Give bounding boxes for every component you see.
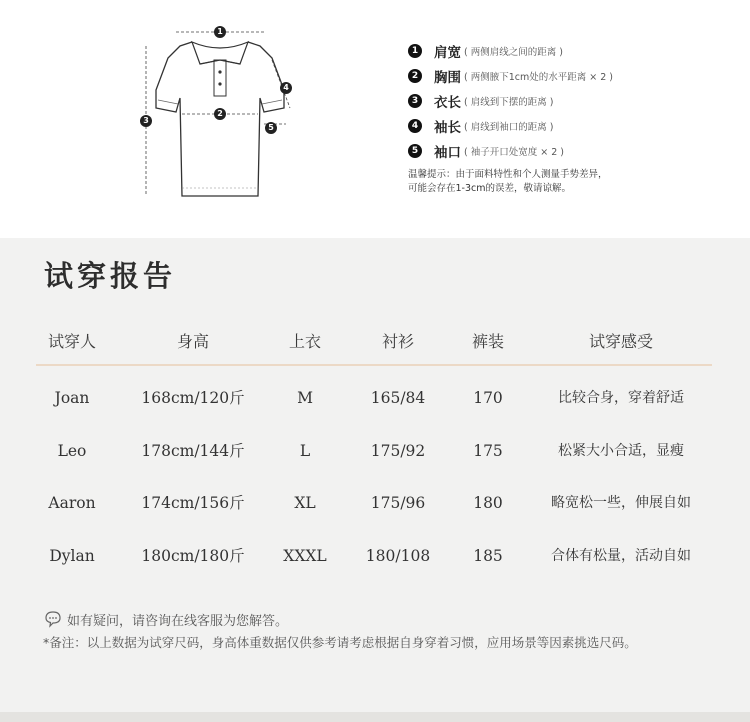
height-weight: 174cm/156斤 [141,494,245,512]
top-size: XL [294,494,316,512]
legend-desc: ( 两侧腋下1cm处的水平距离 × 2 ) [464,72,614,84]
header-cell: 身高 [176,332,209,351]
tester-name: Aaron [48,494,96,512]
fit-feedback: 比较合身，穿着舒适 [558,390,684,406]
legend-desc: ( 肩线到下摆的距离 ) [464,96,554,108]
legend-desc: ( 肩线到袖口的距离 ) [464,121,554,133]
marker-cuff: 5 [265,122,277,134]
legend-name: 袖口 [434,144,461,161]
pants-size: 175 [473,442,503,460]
pants-size: 180 [473,494,503,512]
legend-name: 袖长 [434,119,461,136]
shirt-size: 180/108 [365,547,431,565]
marker-sleeve: 4 [280,82,292,94]
height-weight: 180cm/180斤 [141,547,245,565]
legend-name: 肩宽 [434,45,461,62]
tester-name: Joan [54,389,90,407]
faq-line [43,609,288,629]
table-row [0,383,750,413]
tip-line: 可能会存在1-3cm的误差，敬请谅解。 [408,183,571,194]
legend-item [408,39,738,64]
legend-item [408,138,738,163]
top-size: L [299,442,311,460]
number-badge: 2 [408,69,422,83]
legend-item [408,89,738,114]
legend-desc: ( 两侧肩线之间的距离 ) [464,47,563,59]
fit-feedback: 松紧大小合适，显瘦 [558,443,684,459]
table-row [0,541,750,571]
chat-bubble-icon [43,610,63,628]
top-size: XXXL [283,547,327,565]
header-cell: 试穿人 [47,332,96,351]
table-row [0,488,750,518]
number-badge: 1 [408,44,422,58]
height-weight: 178cm/144斤 [141,442,245,460]
number-badge: 3 [408,94,422,108]
tester-name: Leo [57,442,87,460]
faq-text: 如有疑问，请咨询在线客服为您解答。 [67,613,289,629]
top-size: M [297,389,313,407]
header-cell: 试穿感受 [588,332,653,351]
header-cell: 衬衫 [381,332,414,351]
shirt-size: 165/84 [370,389,426,407]
polo-shirt-diagram [130,20,310,205]
measurement-tip [408,168,608,196]
header-divider [36,364,712,366]
header-cell: 裤装 [471,332,504,351]
shirt-size: 175/92 [370,442,426,460]
legend-name: 衣长 [434,94,461,111]
number-badge: 5 [408,144,422,158]
fit-feedback: 略宽松一些，伸展自如 [551,495,691,511]
pants-size: 170 [473,389,503,407]
pants-size: 185 [473,547,503,565]
marker-chest: 2 [214,108,226,120]
legend-name: 胸围 [434,70,461,87]
height-weight: 168cm/120斤 [141,389,245,407]
fit-feedback: 合体有松量，活动自如 [551,548,691,564]
footnote: *备注：以上数据为试穿尺码，身高体重数据仅供参考请考虑根据自身穿着习惯，应用场景等因素挑选尺码。 [43,635,637,650]
shirt-size: 175/96 [370,494,426,512]
legend-desc: ( 袖子开口处宽度 × 2 ) [464,146,564,158]
legend-item [408,64,738,89]
header-cell: 上衣 [288,332,321,351]
legend-item [408,113,738,138]
tester-name: Dylan [49,547,95,565]
report-title: 试穿报告 [44,259,177,293]
table-header [0,327,750,357]
bottom-strip [0,712,750,722]
measurement-legend [408,39,738,163]
tip-line: 温馨提示：由于面料特性和个人测量手势差异， [408,169,608,180]
table-row [0,436,750,466]
marker-length: 3 [140,115,152,127]
number-badge: 4 [408,119,422,133]
size-guide-panel [0,0,750,238]
marker-shoulder: 1 [214,26,226,38]
